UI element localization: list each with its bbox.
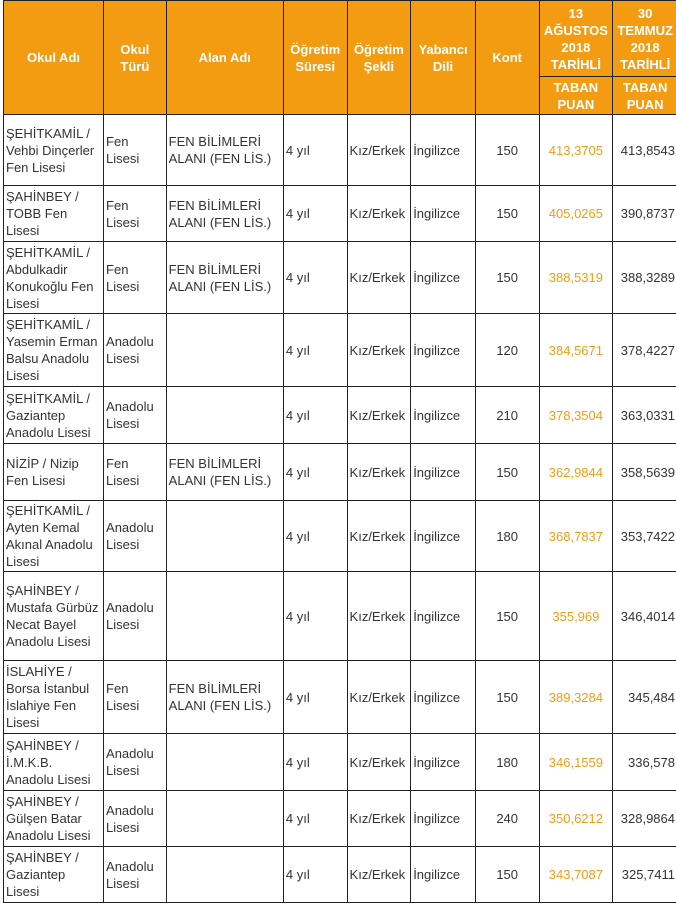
cell-quota: 150 (475, 242, 539, 314)
table-row (4, 186, 676, 242)
cell-school-type: Fen Lisesi (104, 186, 167, 242)
cell-score-july: 363,0331 (613, 387, 676, 444)
header-mode: Öğretim Şekli (347, 1, 411, 115)
cell-score-july: 336,578 (613, 734, 676, 791)
cell-score-july: 345,484 (613, 661, 676, 734)
cell-score-july: 358,5639 (613, 444, 676, 501)
scores-table (3, 0, 676, 903)
cell-language: İngilizce (411, 501, 476, 572)
cell-school-type: Anadolu Lisesi (104, 572, 167, 661)
table-row (4, 661, 676, 734)
cell-school-name: ŞEHİTKAMİL / Abdulkadir Konukoğlu Fen Lisesi (4, 242, 104, 314)
cell-duration: 4 yıl (283, 734, 347, 791)
header-quota: Kont (475, 1, 539, 115)
cell-mode: Kız/Erkek (347, 314, 411, 387)
cell-quota: 240 (475, 791, 539, 847)
table-row (4, 314, 676, 387)
cell-school-type: Anadolu Lisesi (104, 791, 167, 847)
table-row (4, 791, 676, 847)
cell-mode: Kız/Erkek (347, 734, 411, 791)
cell-school-type: Anadolu Lisesi (104, 847, 167, 903)
cell-language: İngilizce (411, 734, 476, 791)
cell-quota: 150 (475, 186, 539, 242)
header-score-july: TABAN PUAN (613, 77, 676, 115)
cell-field-name: FEN BİLİMLERİ ALANI (FEN LİS.) (166, 115, 283, 186)
cell-score-july: 328,9864 (613, 791, 676, 847)
cell-school-name: ŞAHİNBEY / İ.M.K.B. Anadolu Lisesi (4, 734, 104, 791)
cell-score-august: 378,3504 (539, 387, 613, 444)
table-row (4, 501, 676, 572)
cell-field-name (166, 791, 283, 847)
cell-duration: 4 yıl (283, 115, 347, 186)
cell-duration: 4 yıl (283, 661, 347, 734)
cell-score-july: 353,7422 (613, 501, 676, 572)
cell-field-name (166, 847, 283, 903)
cell-quota: 180 (475, 734, 539, 791)
cell-field-name (166, 501, 283, 572)
cell-school-type: Fen Lisesi (104, 444, 167, 501)
cell-duration: 4 yıl (283, 572, 347, 661)
cell-school-name: NİZİP / Nizip Fen Lisesi (4, 444, 104, 501)
header-school-name: Okul Adı (4, 1, 104, 115)
cell-mode: Kız/Erkek (347, 572, 411, 661)
cell-duration: 4 yıl (283, 314, 347, 387)
cell-quota: 150 (475, 115, 539, 186)
cell-school-name: ŞAHİNBEY / TOBB Fen Lisesi (4, 186, 104, 242)
cell-score-july: 325,7411 (613, 847, 676, 903)
cell-language: İngilizce (411, 242, 476, 314)
cell-duration: 4 yıl (283, 186, 347, 242)
cell-school-name: ŞEHİTKAMİL / Gaziantep Anadolu Lisesi (4, 387, 104, 444)
cell-mode: Kız/Erkek (347, 444, 411, 501)
cell-school-type: Fen Lisesi (104, 115, 167, 186)
cell-school-type: Fen Lisesi (104, 242, 167, 314)
table-body (4, 115, 676, 903)
cell-score-august: 368,7837 (539, 501, 613, 572)
cell-quota: 150 (475, 847, 539, 903)
cell-score-july: 378,4227 (613, 314, 676, 387)
cell-field-name: FEN BİLİMLERİ ALANI (FEN LİS.) (166, 242, 283, 314)
cell-school-name: ŞEHİTKAMİL / Yasemin Erman Balsu Anadolu Lisesi (4, 314, 104, 387)
cell-quota: 150 (475, 572, 539, 661)
cell-quota: 150 (475, 661, 539, 734)
cell-language: İngilizce (411, 661, 476, 734)
table-row (4, 572, 676, 661)
cell-language: İngilizce (411, 314, 476, 387)
cell-duration: 4 yıl (283, 791, 347, 847)
cell-language: İngilizce (411, 847, 476, 903)
cell-language: İngilizce (411, 791, 476, 847)
cell-score-august: 350,6212 (539, 791, 613, 847)
cell-school-name: ŞEHİTKAMİL / Vehbi Dinçerler Fen Lisesi (4, 115, 104, 186)
cell-field-name: FEN BİLİMLERİ ALANI (FEN LİS.) (166, 444, 283, 501)
cell-mode: Kız/Erkek (347, 242, 411, 314)
cell-field-name: FEN BİLİMLERİ ALANI (FEN LİS.) (166, 186, 283, 242)
cell-school-name: ŞAHİNBEY / Mustafa Gürbüz Necat Bayel Anadolu Lisesi (4, 572, 104, 661)
cell-school-type: Anadolu Lisesi (104, 501, 167, 572)
cell-quota: 210 (475, 387, 539, 444)
table-header (4, 1, 676, 115)
table-row (4, 734, 676, 791)
header-field-name: Alan Adı (166, 1, 283, 115)
cell-score-august: 384,5671 (539, 314, 613, 387)
cell-score-august: 405,0265 (539, 186, 613, 242)
cell-school-name: ŞAHİNBEY / Gaziantep Lisesi (4, 847, 104, 903)
cell-score-august: 346,1559 (539, 734, 613, 791)
cell-field-name (166, 572, 283, 661)
cell-field-name (166, 314, 283, 387)
table-row (4, 242, 676, 314)
cell-score-july: 390,8737 (613, 186, 676, 242)
cell-language: İngilizce (411, 186, 476, 242)
cell-score-august: 413,3705 (539, 115, 613, 186)
cell-language: İngilizce (411, 115, 476, 186)
cell-score-august: 362,9844 (539, 444, 613, 501)
cell-field-name: FEN BİLİMLERİ ALANI (FEN LİS.) (166, 661, 283, 734)
cell-score-july: 346,4014 (613, 572, 676, 661)
cell-duration: 4 yıl (283, 387, 347, 444)
cell-school-type: Anadolu Lisesi (104, 314, 167, 387)
cell-score-july: 413,8543 (613, 115, 676, 186)
cell-mode: Kız/Erkek (347, 387, 411, 444)
header-language: Yabancı Dili (411, 1, 476, 115)
cell-mode: Kız/Erkek (347, 186, 411, 242)
cell-score-august: 389,3284 (539, 661, 613, 734)
cell-quota: 150 (475, 444, 539, 501)
header-date-august: 13 AĞUSTOS 2018 TARİHLİ (539, 1, 613, 77)
cell-duration: 4 yıl (283, 444, 347, 501)
cell-school-name: ŞEHİTKAMİL / Ayten Kemal Akınal Anadolu Lisesi (4, 501, 104, 572)
cell-mode: Kız/Erkek (347, 501, 411, 572)
header-school-type: Okul Türü (104, 1, 167, 115)
header-score-august: TABAN PUAN (539, 77, 613, 115)
cell-quota: 120 (475, 314, 539, 387)
cell-school-type: Fen Lisesi (104, 661, 167, 734)
cell-school-name: ŞAHİNBEY / Gülşen Batar Anadolu Lisesi (4, 791, 104, 847)
cell-score-july: 388,3289 (613, 242, 676, 314)
cell-mode: Kız/Erkek (347, 661, 411, 734)
cell-language: İngilizce (411, 572, 476, 661)
cell-field-name (166, 387, 283, 444)
cell-score-august: 388,5319 (539, 242, 613, 314)
cell-mode: Kız/Erkek (347, 791, 411, 847)
cell-duration: 4 yıl (283, 242, 347, 314)
cell-language: İngilizce (411, 444, 476, 501)
cell-school-name: İSLAHİYE / Borsa İstanbul İslahiye Fen Lisesi (4, 661, 104, 734)
cell-score-august: 355,969 (539, 572, 613, 661)
cell-quota: 180 (475, 501, 539, 572)
table-row (4, 387, 676, 444)
table-row (4, 847, 676, 903)
table-row (4, 444, 676, 501)
cell-mode: Kız/Erkek (347, 847, 411, 903)
cell-duration: 4 yıl (283, 847, 347, 903)
cell-score-august: 343,7087 (539, 847, 613, 903)
header-duration: Öğretim Süresi (283, 1, 347, 115)
cell-school-type: Anadolu Lisesi (104, 387, 167, 444)
table-row (4, 115, 676, 186)
cell-mode: Kız/Erkek (347, 115, 411, 186)
cell-duration: 4 yıl (283, 501, 347, 572)
cell-school-type: Anadolu Lisesi (104, 734, 167, 791)
header-date-july: 30 TEMMUZ 2018 TARİHLİ (613, 1, 676, 77)
cell-language: İngilizce (411, 387, 476, 444)
cell-field-name (166, 734, 283, 791)
